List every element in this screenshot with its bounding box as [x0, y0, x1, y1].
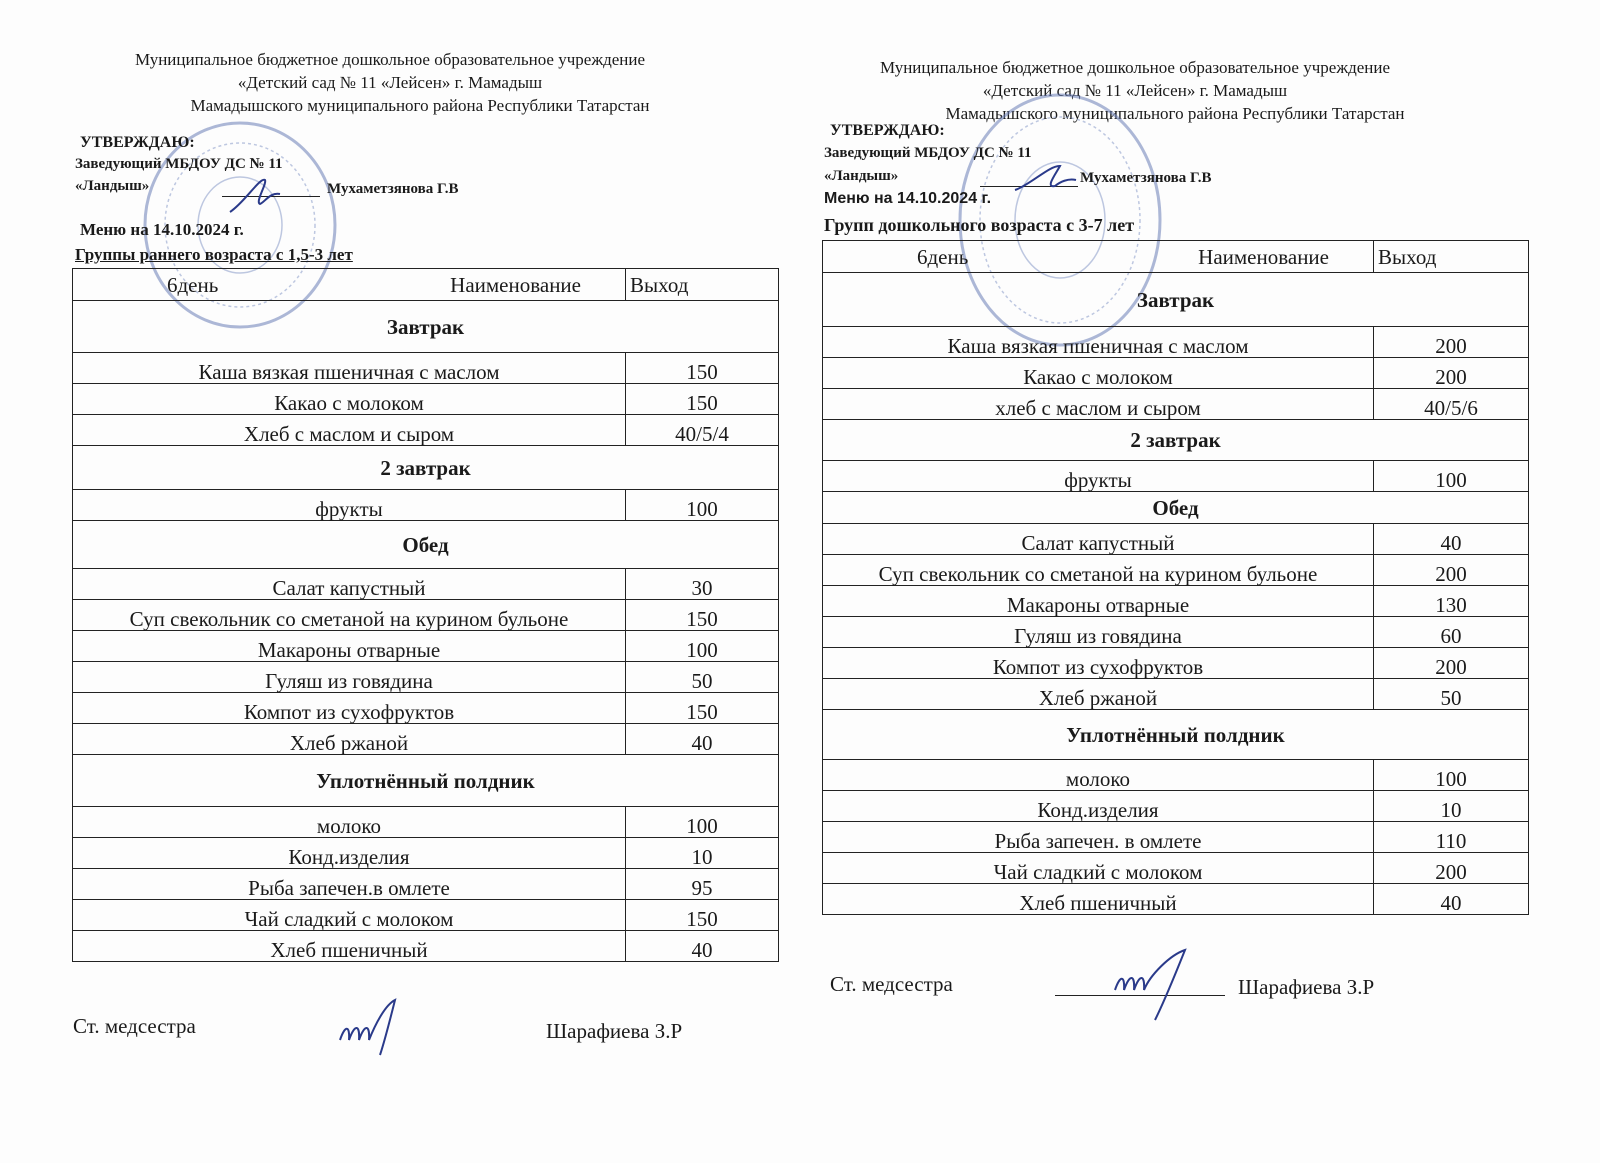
- dish-name: молоко: [73, 807, 626, 838]
- dish-row: [823, 327, 1529, 358]
- meal-section-row: [823, 273, 1529, 327]
- meal-section-row: [823, 492, 1529, 524]
- col-day: 6день: [917, 244, 969, 269]
- dish-name: Макароны отварные: [73, 631, 626, 662]
- dish-output: 150: [626, 900, 779, 931]
- dish-name: Салат капустный: [823, 524, 1374, 555]
- dish-output: 100: [626, 631, 779, 662]
- meal-section-row: [73, 446, 779, 490]
- header-name-cell: [73, 269, 626, 301]
- meal-title: Завтрак: [823, 273, 1529, 327]
- dish-row: [823, 679, 1529, 710]
- dish-output: 50: [1374, 679, 1529, 710]
- dish-output: 100: [1374, 760, 1529, 791]
- left-menu-table: [72, 268, 779, 962]
- dish-row: [823, 791, 1529, 822]
- kindergarten-name: «Ландыш»: [75, 178, 150, 194]
- head-title: Заведующий МБДОУ ДС № 11: [824, 145, 1032, 161]
- menu-date: Меню на 14.10.2024 г.: [824, 190, 992, 207]
- dish-name: Рыба запечен. в омлете: [823, 822, 1374, 853]
- dish-name: Рыба запечен.в омлете: [73, 869, 626, 900]
- dish-name: хлеб с маслом и сыром: [823, 389, 1374, 420]
- col-output: Выход: [1374, 241, 1529, 273]
- dish-row: [73, 384, 779, 415]
- dish-output: 40: [626, 724, 779, 755]
- meal-title: 2 завтрак: [73, 446, 779, 490]
- dish-output: 200: [1374, 555, 1529, 586]
- approve-label: УТВЕРЖДАЮ:: [830, 122, 945, 139]
- dish-row: [73, 569, 779, 600]
- dish-output: 60: [1374, 617, 1529, 648]
- dish-name: Хлеб пшеничный: [73, 931, 626, 962]
- col-name: Наименование: [1198, 244, 1329, 269]
- dish-name: Хлеб с маслом и сыром: [73, 415, 626, 446]
- dish-output: 150: [626, 693, 779, 724]
- approve-label: УТВЕРЖДАЮ:: [80, 134, 195, 151]
- org-line: Мамадышского муниципального района Республики Татарстан: [190, 96, 650, 115]
- dish-name: Суп свекольник со сметаной на курином бульоне: [73, 600, 626, 631]
- dish-output: 95: [626, 869, 779, 900]
- meal-title: Завтрак: [73, 301, 779, 353]
- dish-name: Каша вязкая пшеничная с маслом: [73, 353, 626, 384]
- dish-output: 10: [1374, 791, 1529, 822]
- dish-row: [823, 760, 1529, 791]
- dish-name: молоко: [823, 760, 1374, 791]
- org-line: Муниципальное бюджетное дошкольное образовательное учреждение: [135, 50, 645, 69]
- meal-title: Уплотнённый полдник: [73, 755, 779, 807]
- dish-output: 200: [1374, 327, 1529, 358]
- dish-output: 150: [626, 384, 779, 415]
- org-line: «Детский сад № 11 «Лейсен» г. Мамадыш: [237, 73, 543, 92]
- left-org-header: [60, 48, 720, 117]
- director-name: Мухаметзянова Г.В: [1080, 170, 1212, 186]
- dish-name: Макароны отварные: [823, 586, 1374, 617]
- dish-output: 30: [626, 569, 779, 600]
- dish-name: Хлеб ржаной: [823, 679, 1374, 710]
- dish-row: [73, 807, 779, 838]
- dish-row: [73, 600, 779, 631]
- dish-row: [73, 353, 779, 384]
- dish-name: Какао с молоком: [73, 384, 626, 415]
- meal-title: Уплотнённый полдник: [823, 710, 1529, 760]
- dish-name: фрукты: [73, 490, 626, 521]
- col-name: Наименование: [450, 272, 581, 297]
- dish-name: Суп свекольник со сметаной на курином бульоне: [823, 555, 1374, 586]
- dish-row: [823, 617, 1529, 648]
- dish-row: [823, 461, 1529, 492]
- dish-name: Чай сладкий с молоком: [823, 853, 1374, 884]
- dish-name: Салат капустный: [73, 569, 626, 600]
- nurse-name: Шарафиева З.Р: [546, 1019, 683, 1043]
- meal-section-row: [823, 710, 1529, 760]
- dish-output: 100: [626, 490, 779, 521]
- dish-row: [73, 900, 779, 931]
- director-signature-icon: [225, 172, 285, 217]
- dish-name: Каша вязкая пшеничная с маслом: [823, 327, 1374, 358]
- dish-name: Конд.изделия: [823, 791, 1374, 822]
- nurse-signature-icon: [335, 995, 410, 1060]
- header-name-cell: [823, 241, 1374, 273]
- group-title: Групп дошкольного возраста с 3-7 лет: [824, 215, 1135, 235]
- dish-row: [823, 555, 1529, 586]
- dish-row: [823, 822, 1529, 853]
- dish-row: [823, 586, 1529, 617]
- dish-row: [73, 490, 779, 521]
- menu-date: Меню на 14.10.2024 г.: [80, 220, 244, 239]
- dish-row: [73, 724, 779, 755]
- meal-section-row: [823, 420, 1529, 461]
- meal-section-row: [73, 755, 779, 807]
- nurse-role: Ст. медсестра: [73, 1014, 196, 1038]
- dish-row: [73, 869, 779, 900]
- group-title: Группы раннего возраста с 1,5-3 лет: [75, 245, 353, 264]
- dish-name: Гуляш из говядина: [73, 662, 626, 693]
- dish-row: [73, 631, 779, 662]
- dish-name: Конд.изделия: [73, 838, 626, 869]
- dish-name: Компот из сухофруктов: [73, 693, 626, 724]
- right-menu-table: [822, 240, 1529, 915]
- meal-title: Обед: [823, 492, 1529, 524]
- dish-output: 10: [626, 838, 779, 869]
- dish-output: 40: [1374, 884, 1529, 915]
- dish-output: 100: [1374, 461, 1529, 492]
- dish-output: 50: [626, 662, 779, 693]
- dish-name: Чай сладкий с молоком: [73, 900, 626, 931]
- dish-output: 110: [1374, 822, 1529, 853]
- dish-row: [823, 358, 1529, 389]
- table-header-row: [823, 241, 1529, 273]
- dish-output: 200: [1374, 358, 1529, 389]
- dish-name: Гуляш из говядина: [823, 617, 1374, 648]
- dish-row: [823, 389, 1529, 420]
- dish-name: Компот из сухофруктов: [823, 648, 1374, 679]
- org-line: «Детский сад № 11 «Лейсен» г. Мамадыш: [982, 81, 1288, 100]
- nurse-signature-icon: [1110, 945, 1200, 1025]
- org-line: Муниципальное бюджетное дошкольное образовательное учреждение: [880, 58, 1390, 77]
- nurse-role: Ст. медсестра: [830, 972, 953, 996]
- director-signature-icon: [1010, 160, 1080, 195]
- dish-output: 130: [1374, 586, 1529, 617]
- col-output: Выход: [626, 269, 779, 301]
- dish-row: [823, 524, 1529, 555]
- meal-section-row: [73, 521, 779, 569]
- dish-row: [73, 415, 779, 446]
- dish-output: 100: [626, 807, 779, 838]
- meal-section-row: [73, 301, 779, 353]
- dish-output: 200: [1374, 648, 1529, 679]
- head-title: Заведующий МБДОУ ДС № 11: [75, 156, 283, 172]
- director-name: Мухаметзянова Г.В: [327, 181, 459, 197]
- dish-output: 150: [626, 600, 779, 631]
- dish-row: [73, 931, 779, 962]
- kindergarten-name: «Ландыш»: [824, 168, 899, 184]
- nurse-name: Шарафиева З.Р: [1238, 975, 1375, 999]
- meal-title: Обед: [73, 521, 779, 569]
- dish-name: фрукты: [823, 461, 1374, 492]
- col-day: 6день: [167, 272, 219, 297]
- dish-row: [73, 693, 779, 724]
- dish-row: [73, 662, 779, 693]
- table-header-row: [73, 269, 779, 301]
- dish-output: 200: [1374, 853, 1529, 884]
- dish-name: Хлеб пшеничный: [823, 884, 1374, 915]
- dish-name: Какао с молоком: [823, 358, 1374, 389]
- dish-name: Хлеб ржаной: [73, 724, 626, 755]
- dish-row: [823, 853, 1529, 884]
- dish-row: [73, 838, 779, 869]
- dish-output: 40/5/4: [626, 415, 779, 446]
- dish-output: 40/5/6: [1374, 389, 1529, 420]
- dish-output: 150: [626, 353, 779, 384]
- dish-output: 40: [1374, 524, 1529, 555]
- meal-title: 2 завтрак: [823, 420, 1529, 461]
- org-line: Мамадышского муниципального района Республики Татарстан: [945, 104, 1405, 123]
- dish-output: 40: [626, 931, 779, 962]
- dish-row: [823, 648, 1529, 679]
- dish-row: [823, 884, 1529, 915]
